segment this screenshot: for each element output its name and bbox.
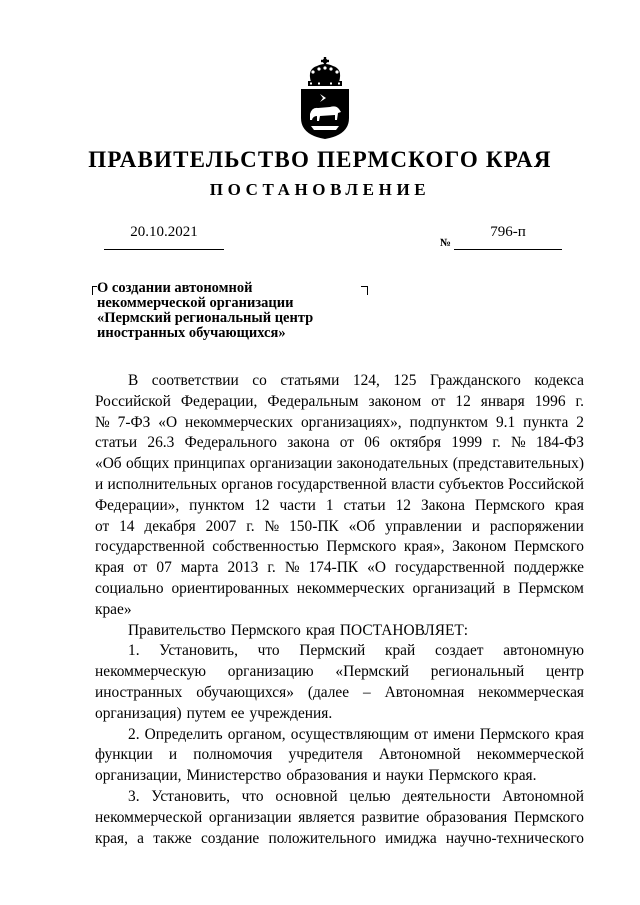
body-word: кодекса <box>534 372 584 389</box>
body-word: 2007 <box>205 517 237 535</box>
body-line <box>95 621 584 642</box>
body-word: Пермского <box>513 808 584 826</box>
body-line <box>95 517 584 538</box>
body-word: подпунктом <box>409 413 489 431</box>
body-word: положительного <box>268 829 376 847</box>
body-word: 1 <box>325 496 334 514</box>
body-word: 12 <box>395 496 411 514</box>
body-word: г. <box>492 434 501 452</box>
body-word: некоммерческой <box>95 808 203 826</box>
body-word: края», <box>403 538 445 556</box>
body-word: от <box>133 559 148 577</box>
body-word: Пермский <box>299 642 366 660</box>
body-word: от <box>339 434 355 452</box>
body-word: края <box>305 621 335 639</box>
body-word: а <box>137 829 145 847</box>
body-line <box>95 808 584 829</box>
body-word: что <box>241 787 264 805</box>
body-word: соответствии <box>151 372 239 389</box>
body-word: путем <box>186 704 226 722</box>
document-type: ПОСТАНОВЛЕНИЕ <box>209 180 431 199</box>
date-underline <box>104 249 224 250</box>
body-word: крае» <box>95 600 132 618</box>
body-line <box>95 787 584 808</box>
body-word: января <box>480 392 525 410</box>
body-word: некоммерческая <box>478 683 584 701</box>
body-word: субъектов <box>438 475 504 493</box>
body-word: ориентированных <box>171 579 289 597</box>
body-word: органом, <box>227 725 286 743</box>
body-word: Правительство <box>128 621 226 639</box>
body-word: целью <box>349 787 391 805</box>
body-word: октября <box>389 434 442 452</box>
body-word: в <box>503 579 511 597</box>
body-word: деятельности <box>402 787 491 805</box>
subject-line: иностранных обучающихся» <box>97 325 286 341</box>
body-word: части <box>279 496 316 514</box>
body-word: Гражданского <box>429 372 521 389</box>
body-line <box>95 745 584 766</box>
body-word: Российской <box>508 475 584 493</box>
body-word: края, <box>95 829 128 847</box>
body-word: Российской <box>95 392 171 410</box>
body-word: образования <box>426 808 508 826</box>
body-word: учреждения. <box>249 704 333 722</box>
coat-of-arms-icon <box>298 56 352 140</box>
body-word: «О <box>367 559 386 577</box>
body-word: 07 <box>156 559 172 577</box>
body-word: 174-ПК <box>308 559 359 577</box>
body-word: от <box>95 517 110 535</box>
body-word: Федерального <box>184 434 277 452</box>
body-line <box>95 558 584 579</box>
body-word: пунктом <box>189 496 245 514</box>
body-word: статьи <box>343 496 386 514</box>
body-word: Министерство <box>186 767 282 785</box>
body-word: № <box>264 517 280 535</box>
body-word: 125 <box>393 372 417 389</box>
body-line <box>95 683 584 704</box>
body-word: собственностью <box>212 538 319 556</box>
body-word: Пермского <box>326 538 397 556</box>
body-word: края <box>554 496 584 514</box>
body-word: имиджа <box>385 829 437 847</box>
body-word: и <box>372 767 381 785</box>
body-word: Пермского <box>428 767 499 785</box>
document-subject <box>97 281 362 341</box>
body-word: имени <box>433 725 475 743</box>
body-word: марта <box>180 559 219 577</box>
body-word: центр <box>546 663 584 681</box>
body-word: № <box>284 559 300 577</box>
document-date: 20.10.2021 <box>130 224 198 240</box>
body-word: 12 <box>254 496 270 514</box>
body-word: 2 <box>576 413 584 431</box>
body-word: г. <box>575 392 584 410</box>
body-word: Пермского <box>479 725 550 743</box>
body-word: Пермском <box>518 579 584 597</box>
number-sign: № <box>440 237 452 249</box>
body-word: обучающихся» <box>196 683 294 701</box>
body-word: 3. <box>128 787 140 805</box>
body-word: некоммерческой <box>476 746 584 764</box>
body-word: статьи <box>95 434 138 452</box>
body-word: и <box>168 746 178 764</box>
body-word: государственной <box>95 538 205 556</box>
body-word: и <box>471 517 480 535</box>
body-word: Законом <box>452 538 507 556</box>
number-underline <box>454 249 562 250</box>
body-word: 26.3 <box>147 434 175 452</box>
body-line <box>95 766 584 787</box>
body-word: края. <box>503 767 537 785</box>
body-word: законодательных <box>336 455 449 473</box>
body-word: Федерации», <box>95 496 180 514</box>
body-word: 7-ФЗ <box>117 413 151 431</box>
body-word: В <box>128 372 139 389</box>
body-word: 124, <box>352 372 380 389</box>
body-word: «Об <box>348 517 376 535</box>
document-number-field <box>440 224 562 250</box>
body-word: 14 <box>119 517 135 535</box>
body-line <box>95 641 584 662</box>
body-word: Установить, <box>151 787 230 805</box>
body-word: Автономной <box>378 746 461 764</box>
body-word: организации <box>208 808 292 826</box>
body-line <box>95 725 584 746</box>
body-word: полномочия <box>193 746 273 764</box>
body-word: организациях», <box>300 413 402 431</box>
body-line <box>95 392 584 413</box>
body-line <box>95 579 584 600</box>
body-word: также <box>153 829 192 847</box>
body-line <box>95 704 584 725</box>
body-word: (далее <box>307 683 350 701</box>
body-word: является <box>298 808 355 826</box>
body-word: науки <box>385 767 424 785</box>
body-word: 06 <box>364 434 380 452</box>
body-word: Автономная <box>384 683 465 701</box>
body-word: № <box>95 413 110 431</box>
body-word: органов <box>221 475 273 493</box>
body-line <box>95 371 584 392</box>
body-word: организаций <box>412 579 496 597</box>
body-word: от <box>414 725 429 743</box>
body-line <box>95 496 584 517</box>
body-word: организацию <box>227 663 314 681</box>
body-word: края <box>95 559 125 577</box>
body-word: Установить, <box>159 642 238 660</box>
body-word: 2013 <box>227 559 259 577</box>
body-word: края <box>554 725 584 743</box>
body-word: – <box>362 683 371 701</box>
body-word: декабря <box>144 517 196 535</box>
body-line <box>95 600 584 621</box>
body-line <box>95 662 584 683</box>
body-word: принципах <box>173 455 246 473</box>
body-word: создает <box>434 642 484 660</box>
body-word: региональный <box>430 663 525 681</box>
body-word: некоммерческих <box>185 413 293 431</box>
body-word: № <box>510 434 526 452</box>
body-word: от <box>431 392 446 410</box>
body-word: (представительных) <box>452 455 584 473</box>
body-word: Автономной <box>502 787 584 805</box>
body-word: Федерации, <box>180 392 258 410</box>
body-word: 9.1 <box>495 413 516 431</box>
body-word: край <box>384 642 416 660</box>
body-word: власти <box>391 475 435 493</box>
body-word: 184-ФЗ <box>535 434 584 452</box>
body-word: 1. <box>128 642 140 660</box>
body-word: закона <box>287 434 330 452</box>
body-word: иностранных <box>95 683 183 701</box>
body-word: распоряжении <box>489 517 584 535</box>
body-word: Пермского <box>513 538 584 556</box>
subject-line: О создании автономной <box>97 280 253 296</box>
body-word: Федеральным <box>267 392 359 410</box>
body-line <box>95 413 584 434</box>
body-word: 2. <box>128 725 140 743</box>
body-word: научно-технического <box>445 829 584 847</box>
body-word: 1996 <box>534 392 566 410</box>
body-word: «Пермский <box>335 663 410 681</box>
body-word: организация) <box>95 704 182 722</box>
body-word: управлении <box>385 517 462 535</box>
body-word: ее <box>230 704 245 722</box>
body-line <box>95 475 584 496</box>
body-word: Пермского <box>474 496 545 514</box>
body-word: 12 <box>455 392 471 410</box>
body-word: поддержке <box>513 559 584 577</box>
body-word: «О <box>158 413 178 431</box>
body-line <box>95 454 584 475</box>
subject-line: «Пермский региональный центр <box>97 310 314 326</box>
government-name: ПРАВИТЕЛЬСТВО ПЕРМСКОГО КРАЯ <box>88 147 552 172</box>
body-word: некоммерческую <box>95 663 207 681</box>
body-word: основной <box>275 787 338 805</box>
body-word: организации, <box>95 767 182 785</box>
document-number: 796-п <box>490 224 526 240</box>
body-word: со <box>252 372 267 389</box>
body-word: Пермского <box>230 621 301 639</box>
body-word: Закона <box>420 496 465 514</box>
body-line <box>95 433 584 454</box>
body-word: Определить <box>144 725 223 743</box>
body-word: функции <box>95 746 153 764</box>
body-word: ПОСТАНОВЛЯЕТ: <box>339 621 469 639</box>
body-word: учредителя <box>288 746 363 764</box>
document-body <box>95 371 584 849</box>
body-word: 1999 <box>451 434 483 452</box>
body-word: 150-ПК <box>289 517 339 535</box>
body-word: что <box>257 642 280 660</box>
body-word: г. <box>267 559 276 577</box>
body-word: и <box>95 475 104 493</box>
body-word: автономную <box>503 642 584 660</box>
body-word: социально <box>95 579 164 597</box>
body-word: законом <box>368 392 422 410</box>
subject-corner-right <box>361 286 368 295</box>
body-line <box>95 537 584 558</box>
body-word: образования <box>286 767 368 785</box>
subject-line: некоммерческой организации <box>97 295 294 311</box>
body-word: г. <box>246 517 255 535</box>
body-word: некоммерческих <box>296 579 405 597</box>
body-word: развитие <box>361 808 420 826</box>
body-word: статьями <box>280 372 340 389</box>
body-word: исполнительных <box>107 475 217 493</box>
body-word: пункта <box>523 413 569 431</box>
body-word: создание <box>200 829 260 847</box>
body-word: общих <box>126 455 170 473</box>
body-word: государственной <box>277 475 387 493</box>
body-line <box>95 829 584 850</box>
body-word: «Об <box>95 455 122 473</box>
document-date-field <box>104 224 224 250</box>
body-word: государственной <box>395 559 505 577</box>
body-word: осуществляющим <box>290 725 409 743</box>
body-word: организации <box>249 455 333 473</box>
